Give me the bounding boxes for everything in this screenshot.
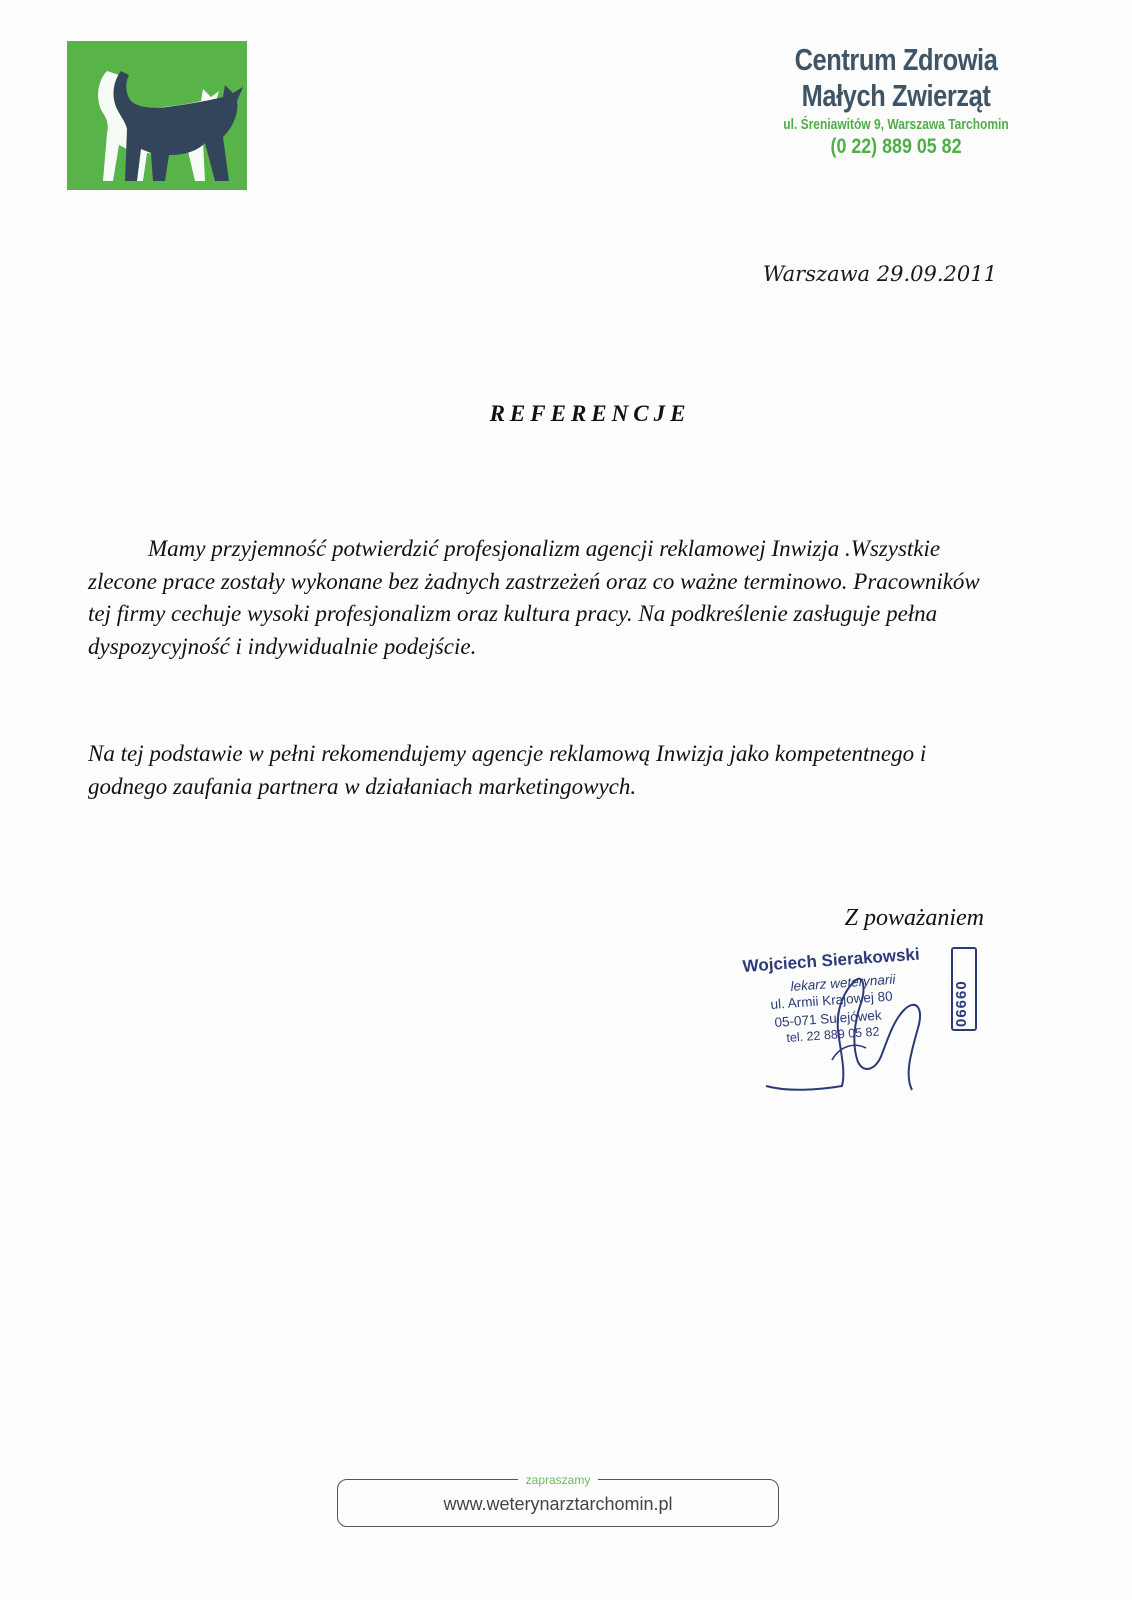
letter-date: Warszawa 29.09.2011 (762, 262, 997, 286)
stamp-role: lekarz weterynarii (790, 971, 896, 994)
stamp-city: 05-071 Sulejówek (774, 1007, 883, 1030)
clinic-header (746, 42, 1046, 160)
footer-label: zapraszamy (518, 1473, 599, 1487)
cat-logo-icon (67, 41, 247, 190)
stamp-tel: tel. 22 889 05 82 (786, 1024, 880, 1045)
letter-title: REFERENCJE (489, 401, 691, 426)
stamp-number: 06660 (953, 980, 970, 1027)
letter-paragraph-2: Na tej podstawie w pełni rekomendujemy agencje reklamową Inwizja jako kompetentnego i godnego zaufania partnera w działaniach marketingowych. (88, 741, 927, 799)
clinic-name-line2: Małych Zwierząt (801, 78, 991, 113)
footer-website-box (337, 1473, 779, 1527)
clinic-name-line1: Centrum Zdrowia (794, 42, 998, 77)
handwritten-signature (748, 950, 948, 1100)
closing-phrase: Z poważaniem (844, 905, 984, 931)
clinic-address: ul. Śreniawitów 9, Warszawa Tarchomin (783, 116, 1009, 133)
stamp-name: Wojciech Sierakowski (742, 944, 921, 976)
letter-paragraph-1: Mamy przyjemność potwierdzić profesjonalizm agencji reklamowej Inwizja .Wszystkie zlecone prace zostały wykonane bez żadnych zastrzeżeń oraz co ważne terminowo. Pracowników tej firmy cechuje wysoki profesjonalizm oraz kultura pracy. Na podkreślenie zasługuje pełna dyspozycyjność i indywidualnie podejście. (88, 536, 980, 659)
clinic-phone: (0 22) 889 05 82 (830, 135, 962, 158)
footer-website-link[interactable]: www.weterynarztarchomin.pl (443, 1494, 673, 1514)
stamp-street: ul. Armii Krajowej 80 (770, 988, 894, 1012)
